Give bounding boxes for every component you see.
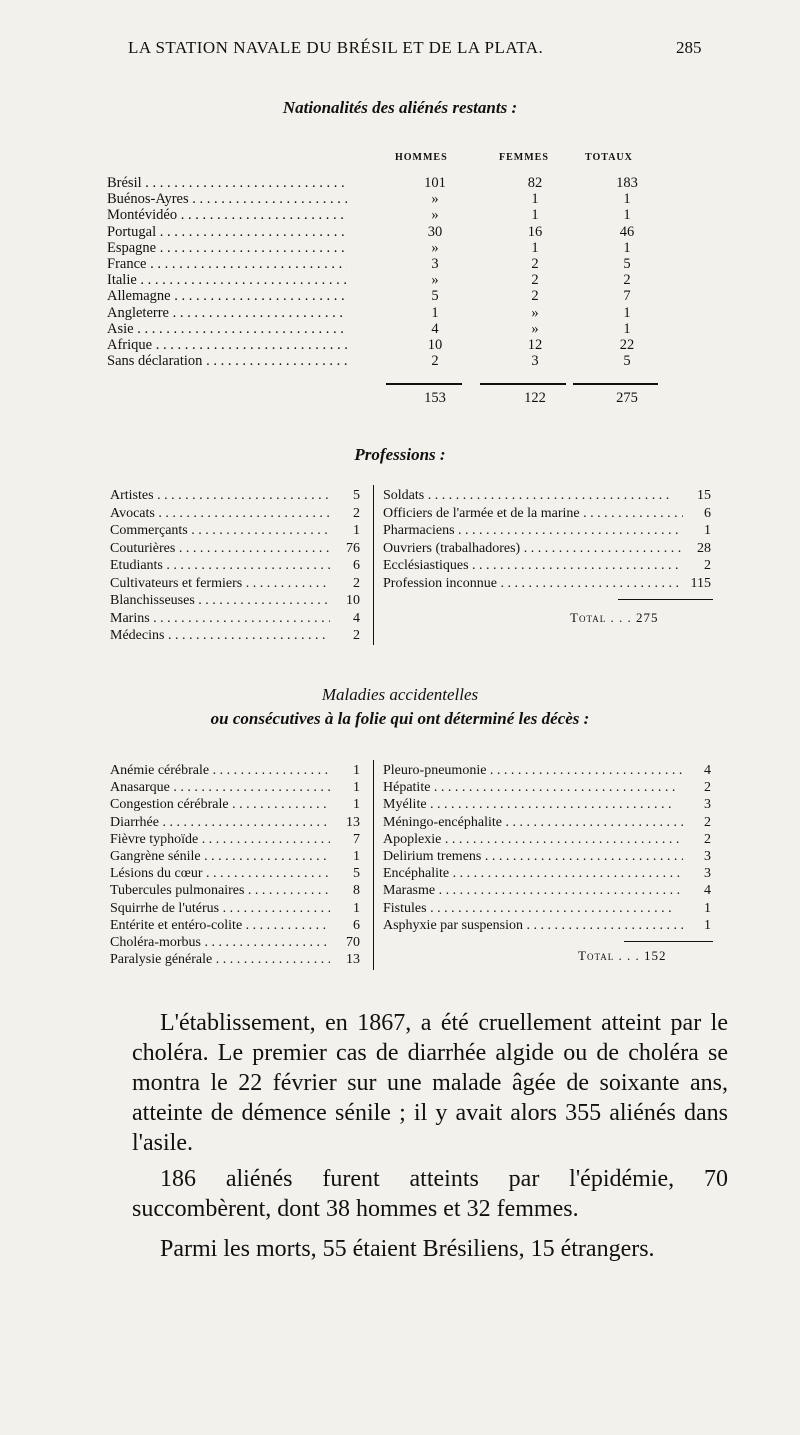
list-item bbox=[383, 576, 711, 591]
maladies-column-divider bbox=[373, 760, 374, 970]
list-item-value: 10 bbox=[346, 593, 360, 608]
list-item-value: 2 bbox=[704, 780, 711, 796]
list-item bbox=[383, 849, 711, 864]
table-row bbox=[107, 306, 667, 321]
list-item-value: 1 bbox=[704, 900, 711, 916]
list-item bbox=[383, 883, 711, 898]
list-item bbox=[110, 628, 360, 643]
hommes-value: 10 bbox=[427, 337, 443, 353]
list-item-value: 15 bbox=[697, 488, 711, 503]
list-item-label: Officiers de l'armée et de la marine . . . bbox=[383, 506, 683, 521]
maladies-total: Total . . . 152 bbox=[578, 948, 667, 963]
running-head: LA STATION NAVALE DU BRÉSIL ET DE LA PLATA. bbox=[128, 38, 544, 57]
list-item bbox=[110, 952, 360, 967]
total-hommes: 153 bbox=[424, 390, 446, 406]
list-item bbox=[110, 593, 360, 608]
list-item-label: Blanchisseuses . . . bbox=[110, 593, 330, 608]
list-item bbox=[383, 488, 711, 503]
list-item-label: Couturières . . . bbox=[110, 541, 330, 556]
nationalities-title: Nationalités des aliénés restants : bbox=[282, 98, 518, 117]
femmes-value: 1 bbox=[531, 207, 539, 224]
list-item-value: 6 bbox=[704, 505, 711, 521]
list-item-value: 2 bbox=[704, 831, 711, 847]
professions-title: Professions : bbox=[354, 445, 446, 464]
list-item bbox=[110, 780, 360, 795]
table-row bbox=[107, 225, 667, 240]
list-item-value: 4 bbox=[353, 610, 360, 626]
list-item-value: 4 bbox=[704, 763, 711, 778]
list-item bbox=[383, 763, 711, 778]
list-item-label: Fistules . . . bbox=[383, 901, 683, 916]
list-item-value: 5 bbox=[353, 866, 360, 882]
list-item bbox=[110, 797, 360, 812]
list-item-value: 6 bbox=[353, 917, 360, 933]
professions-total-value: 275 bbox=[635, 610, 659, 625]
list-item-value: 4 bbox=[704, 883, 711, 899]
femmes-value: 12 bbox=[527, 337, 543, 353]
list-item bbox=[383, 558, 711, 573]
list-item-label: Congestion cérébrale . . . bbox=[110, 797, 330, 812]
maladies-title-line2: ou consécutives à la folie qui ont déterminé les décès : bbox=[210, 709, 590, 728]
femmes-value: 2 bbox=[531, 272, 539, 289]
list-item-label: Pharmaciens . . . bbox=[383, 523, 683, 538]
list-item-value: 13 bbox=[346, 814, 360, 830]
list-item-label: Etudiants . . . bbox=[110, 558, 330, 573]
list-item-label: Avocats . . . bbox=[110, 506, 330, 521]
hommes-value: 3 bbox=[431, 256, 439, 272]
femmes-value: 2 bbox=[531, 288, 539, 305]
list-item-label: Tubercules pulmonaires . . . bbox=[110, 883, 330, 898]
list-item-value: 13 bbox=[346, 952, 360, 968]
list-item-label: Squirrhe de l'utérus . . . bbox=[110, 901, 330, 916]
list-item-label: Pleuro-pneumonie . . . bbox=[383, 763, 683, 778]
list-item-label: Cultivateurs et fermiers . . . bbox=[110, 576, 330, 591]
column-header-totaux: TOTAUX bbox=[585, 152, 633, 163]
total-rule-femmes bbox=[480, 383, 566, 385]
table-row bbox=[107, 273, 667, 288]
totaux-value: 1 bbox=[623, 207, 631, 224]
list-item bbox=[383, 918, 711, 933]
list-item-label: Ouvriers (trabalhadores) . . . bbox=[383, 541, 683, 556]
list-item-value: 8 bbox=[353, 883, 360, 899]
totaux-value: 2 bbox=[623, 272, 631, 289]
list-item-value: 1 bbox=[353, 900, 360, 916]
totaux-value: 7 bbox=[623, 288, 631, 305]
hommes-value: » bbox=[431, 207, 439, 224]
total-totaux: 275 bbox=[616, 390, 638, 406]
list-item-value: 1 bbox=[353, 849, 360, 864]
list-item bbox=[110, 866, 360, 881]
country-label: Montévidéo . . . bbox=[107, 208, 347, 223]
list-item bbox=[110, 506, 360, 521]
totaux-value: 1 bbox=[623, 239, 631, 256]
hommes-value: 5 bbox=[431, 288, 439, 305]
list-item-value: 1 bbox=[704, 523, 711, 538]
totaux-value: 22 bbox=[619, 337, 635, 353]
list-item-label: Marins . . . bbox=[110, 611, 330, 626]
column-header-femmes: FEMMES bbox=[499, 152, 549, 163]
list-item-label: Lésions du cœur . . . bbox=[110, 866, 330, 881]
list-item-value: 3 bbox=[704, 849, 711, 864]
totaux-value: 1 bbox=[623, 320, 631, 337]
table-row bbox=[107, 241, 667, 256]
list-item-value: 2 bbox=[353, 575, 360, 591]
list-item-label: Ecclésiastiques . . . bbox=[383, 558, 683, 573]
list-item bbox=[110, 576, 360, 591]
hommes-value: » bbox=[431, 239, 439, 256]
list-item-label: Fièvre typhoïde . . . bbox=[110, 832, 330, 847]
paragraph-1: L'établissement, en 1867, a été cruellement atteint par le choléra. Le premier cas de diarrhée algide ou de choléra se montra le 22 février sur une malade âgée de soixante ans, atteinte de démence sénile ; il y avait alors 355 aliénés dans l'asile. bbox=[132, 1010, 728, 1156]
totaux-value: 1 bbox=[623, 304, 631, 321]
total-femmes: 122 bbox=[524, 390, 546, 406]
list-item-value: 1 bbox=[704, 917, 711, 933]
country-label: Sans déclaration . . . bbox=[107, 354, 347, 369]
list-item-value: 2 bbox=[704, 558, 711, 573]
table-row bbox=[107, 338, 667, 353]
list-item-value: 28 bbox=[697, 540, 711, 556]
list-item bbox=[110, 901, 360, 916]
femmes-value: 16 bbox=[527, 223, 543, 240]
list-item-label: Gangrène sénile . . . bbox=[110, 849, 330, 864]
femmes-value: 82 bbox=[527, 175, 543, 191]
list-item bbox=[110, 541, 360, 556]
hommes-value: » bbox=[431, 191, 439, 208]
list-item bbox=[110, 558, 360, 573]
total-rule-hommes bbox=[386, 383, 462, 385]
list-item-value: 1 bbox=[353, 523, 360, 538]
list-item-label: Anémie cérébrale . . . bbox=[110, 763, 330, 778]
list-item bbox=[110, 935, 360, 950]
list-item-label: Myélite . . . bbox=[383, 797, 683, 812]
professions-total-rule bbox=[618, 599, 713, 600]
list-item-label: Paralysie générale . . . bbox=[110, 952, 330, 967]
list-item bbox=[110, 488, 360, 503]
list-item bbox=[110, 849, 360, 864]
professions-total: Total . . . 275 bbox=[570, 610, 659, 625]
list-item-value: 3 bbox=[704, 866, 711, 882]
list-item bbox=[110, 523, 360, 538]
list-item-label: Encéphalite . . . bbox=[383, 866, 683, 881]
list-item bbox=[383, 832, 711, 847]
list-item-label: Hépatite . . . bbox=[383, 780, 683, 795]
totaux-value: 5 bbox=[623, 256, 631, 272]
list-item-value: 2 bbox=[704, 814, 711, 830]
femmes-value: 1 bbox=[531, 191, 539, 208]
list-item bbox=[110, 918, 360, 933]
maladies-total-label: Total bbox=[578, 948, 615, 963]
list-item-value: 1 bbox=[353, 797, 360, 813]
list-item bbox=[383, 541, 711, 556]
list-item-value: 3 bbox=[704, 797, 711, 813]
maladies-title-line1: Maladies accidentelles bbox=[321, 685, 479, 704]
list-item-value: 6 bbox=[353, 558, 360, 573]
list-item-label: Artistes . . . bbox=[110, 488, 330, 503]
list-item-value: 2 bbox=[353, 628, 360, 643]
totaux-value: 46 bbox=[619, 223, 635, 240]
list-item bbox=[383, 797, 711, 812]
country-label: Portugal . . . bbox=[107, 225, 347, 240]
professions-column-divider bbox=[373, 485, 374, 645]
paragraph-2: 186 aliénés furent atteints par l'épidémie, 70 succombèrent, dont 38 hommes et 32 femmes. bbox=[132, 1166, 728, 1222]
table-row bbox=[107, 354, 667, 369]
total-rule-totaux bbox=[573, 383, 658, 385]
hommes-value: 1 bbox=[431, 304, 439, 321]
list-item-label: Diarrhée . . . bbox=[110, 815, 330, 830]
list-item-value: 5 bbox=[353, 488, 360, 503]
country-label: Espagne . . . bbox=[107, 241, 347, 256]
femmes-value: 2 bbox=[531, 256, 539, 272]
list-item bbox=[383, 780, 711, 795]
country-label: Asie . . . bbox=[107, 322, 347, 337]
femmes-value: 3 bbox=[531, 353, 539, 370]
country-label: Brésil . . . bbox=[107, 176, 347, 191]
page-number: 285 bbox=[676, 38, 702, 57]
maladies-total-value: 152 bbox=[643, 948, 667, 963]
table-row bbox=[107, 257, 667, 272]
table-row bbox=[107, 176, 667, 191]
column-header-hommes: HOMMES bbox=[395, 152, 448, 163]
list-item-label: Soldats . . . bbox=[383, 488, 683, 503]
list-item-label: Médecins . . . bbox=[110, 628, 330, 643]
list-item bbox=[383, 815, 711, 830]
femmes-value: » bbox=[531, 320, 539, 337]
list-item-value: 1 bbox=[353, 763, 360, 778]
list-item-value: 115 bbox=[690, 575, 711, 591]
table-row bbox=[107, 208, 667, 223]
list-item-label: Apoplexie . . . bbox=[383, 832, 683, 847]
table-row bbox=[107, 289, 667, 304]
country-label: Buénos-Ayres . . . bbox=[107, 192, 347, 207]
hommes-value: 30 bbox=[427, 223, 443, 240]
list-item-label: Anasarque . . . bbox=[110, 780, 330, 795]
list-item-label: Delirium tremens . . . bbox=[383, 849, 683, 864]
country-label: Allemagne . . . bbox=[107, 289, 347, 304]
list-item-value: 1 bbox=[353, 780, 360, 796]
list-item-value: 2 bbox=[353, 505, 360, 521]
list-item bbox=[383, 866, 711, 881]
list-item-label: Choléra-morbus . . . bbox=[110, 935, 330, 950]
country-label: France . . . bbox=[107, 257, 347, 272]
list-item-value: 70 bbox=[346, 935, 360, 950]
femmes-value: » bbox=[531, 304, 539, 321]
list-item bbox=[110, 611, 360, 626]
list-item-label: Entérite et entéro-colite . . . bbox=[110, 918, 330, 933]
totaux-value: 5 bbox=[623, 353, 631, 370]
list-item-label: Marasme . . . bbox=[383, 883, 683, 898]
list-item bbox=[383, 523, 711, 538]
country-label: Afrique . . . bbox=[107, 338, 347, 353]
list-item-value: 7 bbox=[353, 831, 360, 847]
hommes-value: 2 bbox=[431, 353, 439, 370]
country-label: Angleterre . . . bbox=[107, 306, 347, 321]
list-item-label: Méningo-encéphalite . . . bbox=[383, 815, 683, 830]
paragraph-3: Parmi les morts, 55 étaient Brésiliens, 15 étrangers. bbox=[160, 1236, 655, 1262]
list-item bbox=[383, 506, 711, 521]
femmes-value: 1 bbox=[531, 239, 539, 256]
list-item bbox=[110, 883, 360, 898]
maladies-total-rule bbox=[624, 941, 713, 942]
totaux-value: 183 bbox=[616, 175, 638, 191]
hommes-value: » bbox=[431, 272, 439, 289]
list-item-label: Asphyxie par suspension . . . bbox=[383, 918, 683, 933]
table-row bbox=[107, 192, 667, 207]
list-item-label: Profession inconnue . . . bbox=[383, 576, 683, 591]
country-label: Italie . . . bbox=[107, 273, 347, 288]
list-item bbox=[110, 763, 360, 778]
list-item-label: Commerçants . . . bbox=[110, 523, 330, 538]
totaux-value: 1 bbox=[623, 191, 631, 208]
list-item bbox=[110, 815, 360, 830]
hommes-value: 4 bbox=[431, 320, 439, 337]
table-row bbox=[107, 322, 667, 337]
professions-total-label: Total bbox=[570, 610, 607, 625]
list-item bbox=[110, 832, 360, 847]
list-item-value: 76 bbox=[346, 540, 360, 556]
hommes-value: 101 bbox=[424, 175, 446, 191]
list-item bbox=[383, 901, 711, 916]
